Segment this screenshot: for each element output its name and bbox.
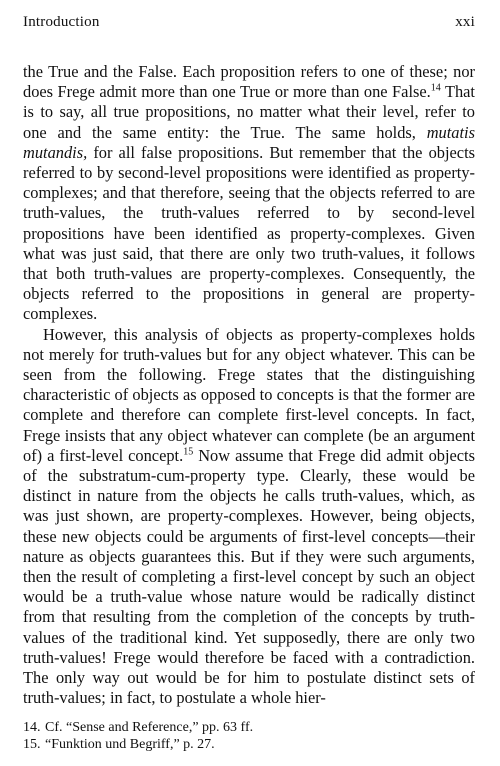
- footnote-15: [23, 736, 475, 754]
- book-page: [23, 14, 475, 754]
- footnote-text: Cf. “Sense and Reference,” pp. 63 ff.: [45, 719, 254, 735]
- footnote-number: 14.: [23, 719, 41, 735]
- footnote-number: 15.: [23, 737, 41, 752]
- paragraph-2: [23, 325, 475, 709]
- footnotes: [23, 719, 475, 754]
- paragraph-2-part-2: Now assume that Frege did admit objects of the substratum-cum-property type. Clearly, these would be distinct in nature from the objects he calls truth-values, which, as was just shown, are property-complexes. However, being objects, these new objects could be arguments of first-level concepts—their nature as objects guarantees this. But if they were such arguments, then the result of completing a first-level concept by such an object would be a truth-value whose nature would be radically distinct from that resulting from the completion of the concepts by truth-values of the traditional kind. Yet supposedly, there are only two truth-values! Frege would therefore be faced with a contradiction. The only way out would be for him to postulate distinct sets of truth-values; in fact, to postulate a whole hier-: [23, 445, 475, 708]
- running-title: Introduction: [23, 14, 100, 30]
- footnote-ref-14: 14: [430, 82, 441, 94]
- paragraph-2-part-1: However, this analysis of objects as property-complexes holds not merely for truth-values but for any object whatever. This can be seen from the following. Frege states that the distinguishing characteristic of objects as opposed to concepts is that the former are complete and therefore can complete first-level concepts. In fact, Frege insists that any object whatever can complete (be an argument of) a first-level concept.: [23, 324, 475, 465]
- footnote-ref-15: 15: [183, 446, 194, 458]
- footnote-14: [23, 719, 475, 737]
- italic-phrase: mutatis mutandis,: [23, 122, 475, 162]
- footnote-text: “Funktion und Begriff,” p. 27.: [45, 737, 215, 752]
- running-head: [23, 14, 475, 34]
- body-text: [23, 62, 475, 709]
- paragraph-1-part-3: for all false propositions. But remember that the objects referred to by second-level propositions were identified as property-complexes; and that therefore, seeing that the objects referred to are truth-values, the truth-values referred to by second-level propositions have been identified as property-complexes. Given what was just said, that there are only two truth-values, it follows that both truth-values are property-complexes. Consequently, the objects referred to the propositions in general are property-complexes.: [23, 142, 475, 324]
- paragraph-1-part-2: That is to say, all true propositions, no matter what their level, refer to one and the same entity: the True. The same holds,: [23, 82, 475, 142]
- paragraph-1-part-1: the True and the False. Each proposition refers to one of these; nor does Frege admit more than one True or more than one False.: [23, 62, 475, 102]
- paragraph-1: [23, 62, 475, 325]
- page-number: xxi: [455, 14, 475, 30]
